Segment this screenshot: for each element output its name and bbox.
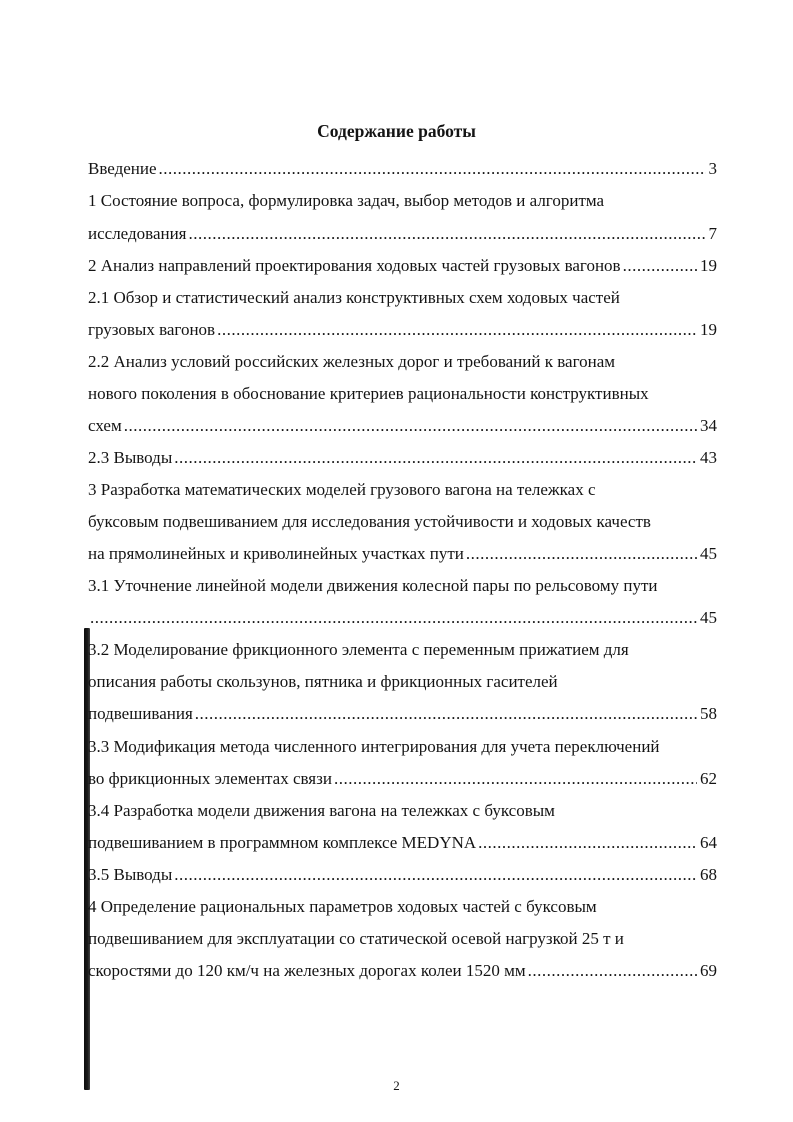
- toc-entry-text: 3.5 Выводы: [88, 865, 173, 884]
- toc-entry-text: 3.3 Модификация метода численного интегрирования для учета переключений: [88, 737, 660, 756]
- toc-dot-leader: [623, 254, 697, 278]
- toc-entry-3-line-3[interactable]: [88, 542, 717, 566]
- toc-entry-2-3[interactable]: [88, 446, 717, 470]
- toc-dot-leader: [195, 702, 697, 726]
- toc-entry-3-4-line-1[interactable]: [88, 799, 717, 823]
- toc-entry-text: 3.2 Моделирование фрикционного элемента с переменным прижатием для: [88, 640, 629, 659]
- toc-entry-text: Введение: [88, 159, 157, 178]
- toc-entry-4-line-2[interactable]: [88, 927, 717, 951]
- toc-entry-text: 2.3 Выводы: [88, 448, 173, 467]
- toc-dot-leader: [159, 157, 706, 181]
- toc-page-number: 64: [700, 833, 717, 852]
- toc-entry-2-2-line-3[interactable]: [88, 414, 717, 438]
- toc-page-number: 43: [700, 448, 717, 467]
- toc-entry-text: 3.1 Уточнение линейной модели движения колесной пары по рельсовому пути: [88, 576, 658, 595]
- toc-entry-text: подвешивания: [88, 704, 193, 723]
- toc-entry-text: 2.2 Анализ условий российских железных дорог и требований к вагонам: [88, 352, 616, 371]
- toc-entry-4-line-3[interactable]: [88, 959, 717, 983]
- toc-entry-text: во фрикционных элементах связи: [88, 769, 332, 788]
- toc-page-number: 34: [700, 416, 717, 435]
- toc-entry-text: 4 Определение рациональных параметров ходовых частей с буксовым: [88, 897, 597, 916]
- toc-dot-leader: [174, 446, 697, 470]
- toc-entry-3-1-line-2[interactable]: [88, 606, 717, 630]
- page-title: Содержание работы: [317, 121, 476, 141]
- toc-entry-3-3-line-2[interactable]: [88, 767, 717, 791]
- toc-entry-text: 3.4 Разработка модели движения вагона на тележках с буксовым: [88, 801, 555, 820]
- toc-entry-text: 2.1 Обзор и статистический анализ конструктивных схем ходовых частей: [88, 288, 620, 307]
- toc-entry-3-3-line-1[interactable]: [88, 735, 717, 759]
- toc-entry-2[interactable]: [88, 254, 717, 278]
- toc-dot-leader: [189, 222, 706, 246]
- toc-entry-3-2-line-1[interactable]: [88, 638, 717, 662]
- toc-page-number: 62: [700, 769, 717, 788]
- toc-entry-2-1-line-1[interactable]: [88, 286, 717, 310]
- toc-page-number: 19: [700, 256, 717, 275]
- toc-entry-4-line-1[interactable]: [88, 895, 717, 919]
- toc-entry-3-2-line-3[interactable]: [88, 702, 717, 726]
- toc-dot-leader: [478, 831, 697, 855]
- toc-entry-text: 3 Разработка математических моделей грузового вагона на тележках с: [88, 480, 596, 499]
- toc-entry-text: 2 Анализ направлений проектирования ходовых частей грузовых вагонов: [88, 256, 621, 275]
- toc-entry-text: скоростями до 120 км/ч на железных дорогах колеи 1520 мм: [88, 961, 526, 980]
- toc-entry-3-2-line-2[interactable]: [88, 670, 717, 694]
- toc-entry-text: 1 Состояние вопроса, формулировка задач, выбор методов и алгоритма: [88, 191, 605, 210]
- toc-entry-text: подвешиванием для эксплуатации со статической осевой нагрузкой 25 т и: [88, 929, 624, 948]
- toc-entry-3-1-line-1[interactable]: [88, 574, 717, 598]
- toc-page-number: 19: [700, 320, 717, 339]
- toc-entry-3-line-1[interactable]: [88, 478, 717, 502]
- toc-entry-2-2-line-1[interactable]: [88, 350, 717, 374]
- toc-entry-3-line-2[interactable]: [88, 510, 717, 534]
- toc-dot-leader: [124, 414, 697, 438]
- toc-entry-text: нового поколения в обоснование критериев рациональности конструктивных: [88, 384, 649, 403]
- toc-entry-text: на прямолинейных и криволинейных участках пути: [88, 544, 464, 563]
- toc-entry-2-2-line-2[interactable]: [88, 382, 717, 406]
- toc-entry-1-line-1[interactable]: [88, 189, 717, 213]
- toc-page-number: 58: [700, 704, 717, 723]
- toc-entry-1-line-2[interactable]: [88, 222, 717, 246]
- toc-entry-text: описания работы скользунов, пятника и фрикционных гасителей: [88, 672, 558, 691]
- toc-entry-text: подвешиванием в программном комплексе MEDYNA: [88, 833, 477, 852]
- page-number: 2: [393, 1078, 400, 1093]
- toc-entry-text: грузовых вагонов: [88, 320, 216, 339]
- toc-entry-text: исследования: [88, 224, 187, 243]
- toc-dot-leader: [90, 606, 697, 630]
- toc-page-number: 3: [708, 159, 717, 178]
- toc-dot-leader: [334, 767, 697, 791]
- toc-entry-text: схем: [88, 416, 122, 435]
- toc-page-number: 45: [700, 544, 717, 563]
- toc-page-number: 7: [708, 224, 717, 243]
- toc-dot-leader: [174, 863, 697, 887]
- toc-page-number: 69: [700, 961, 717, 980]
- toc-page-number: 45: [700, 608, 717, 627]
- toc-dot-leader: [466, 542, 697, 566]
- toc-dot-leader: [217, 318, 697, 342]
- scan-edge-shadow: [84, 628, 90, 1090]
- toc-entry-3-4-line-2[interactable]: [88, 831, 717, 855]
- toc-page-number: 68: [700, 865, 717, 884]
- toc-entry-2-1-line-2[interactable]: [88, 318, 717, 342]
- toc-dot-leader: [528, 959, 697, 983]
- toc-entry-3-5[interactable]: [88, 863, 717, 887]
- toc-entry-text: буксовым подвешиванием для исследования устойчивости и ходовых качеств: [88, 512, 651, 531]
- toc-entry-intro[interactable]: [88, 157, 717, 181]
